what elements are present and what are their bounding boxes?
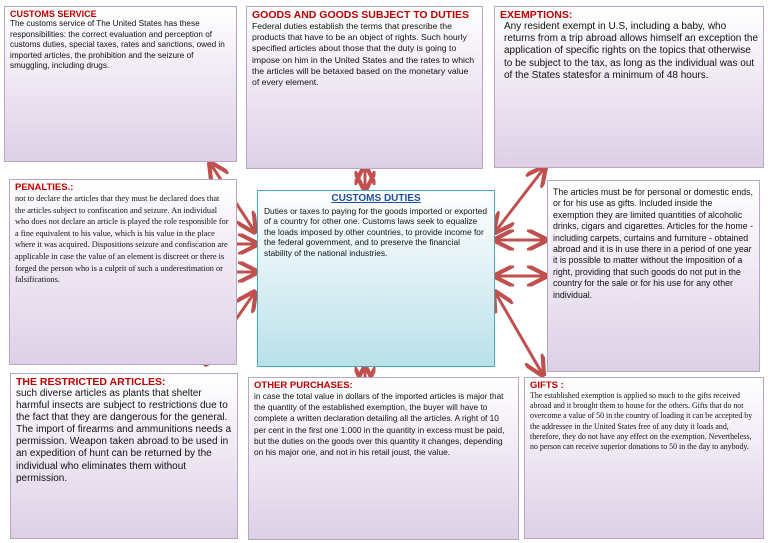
goods-text: Federal duties establish the terms that prescribe the products that have to be an object of rights. Such hourly specified articles about those that the duty is going to impose on him in the United States and the rates to which the articles will be betaxed based on the monetary value of every element. [252,21,475,88]
arrow-to-exemptions [495,167,545,232]
penalties-box [9,179,237,365]
customs-duties-title: CUSTOMS DUTIES [331,193,421,204]
other-purchases-box [248,377,519,540]
restricted-box [10,373,238,539]
penalties-text: not to declare the articles that they must be declared does that the articles subject to confiscation and seizure. An individual who does not declare an article is played the role responsible for a fine equivalent to his value, which is his value in the place where it was acquired. Dispositions seizure and confiscation are applicable in case the value of an element is discreet or there is forged the person who is a culprit of such a underestimation or falsifications. [15,194,229,285]
gifts-text: The established exemption is applied so much to the gifts received abroad and it brought them to house for the others. Gifts that do not overcome a value of 50 in the country of loading it can be accepted by the addressee in the United States free of any duty it loads and, therefore, they do not have any effect on the exemption. Nevertheless, no person can receive superior donations to 50 in the day to anybody. [530,391,753,452]
customs-service-box [4,6,237,162]
exemptions-text: Any resident exempt in U.S, including a baby, who returns from a trip abroad allows himself an exception the application of specific rights on the topics that otherwise to be subject to the tax, as long as the individual was out of the States statesfor a minimum of 48 hours. [504,21,759,81]
goods-title: GOODS AND GOODS SUBJECT TO DUTIES [252,9,470,21]
gifts-box [524,377,764,539]
customs-duties-box [257,190,495,367]
gifts-title: GIFTS : [530,380,564,391]
other-purchases-title: OTHER PURCHASES: [254,380,353,391]
personal-articles-box [547,180,760,372]
customs-duties-text: Duties or taxes to paying for the goods imported or exported of a country for other one. Customs laws seek to equalize the loads imposed by other countries, to provide income for the federal government, and to preserve the financial stability of the national industries. [264,206,487,258]
other-purchases-text: in case the total value in dollars of the imported articles is major that the quantity of the established exemption, the buyer will have to complete a written declaration detailing all the articles. A right of 10 per cent in the first one 1.000 in the quantity in excess must be paid, but the duties on the goods over this quantity it changes, depending on his major one, and not in his retail joust, the value. [254,391,505,458]
exemptions-title: EXEMPTIONS: [500,9,573,21]
restricted-title: THE RESTRICTED ARTICLES: [16,376,166,388]
exemptions-box [494,6,764,168]
personal-articles-text: The articles must be for personal or domestic ends, or for his use as gifts. Included inside the exemption they are limited quantities of alcoholic drinks, cigars and cigarettes. Articles for the home - including carpets, curtains and furniture - obtained abroad and it is in use there in a period of one year it is possible to matter without the imposition of a right, providing that such goods do not put in the country for the sale or for his use for any other individual. [553,187,753,300]
goods-box [246,6,483,169]
penalties-title: PENALTIES.: [15,182,74,193]
customs-service-title: CUSTOMS SERVICE [10,9,97,19]
arrow-to-gifts [495,292,543,375]
restricted-text: such diverse articles as plants that shelter harmful insects are subject to restrictions due to the fact that they are dangerous for the general. The import of firearms and ammunitions needs a permission. Weapon taken abroad to be used in an expedition of hunt can be returned by the individual who eliminates them without permission. [16,388,232,484]
customs-service-text: The customs service of The United States has these responsibilities: the correct evaluation and perception of customs duties, special taxes, rates and sanctions, owed in imported articles, the prohibition and the seizure of smuggling, including drugs. [10,19,225,71]
